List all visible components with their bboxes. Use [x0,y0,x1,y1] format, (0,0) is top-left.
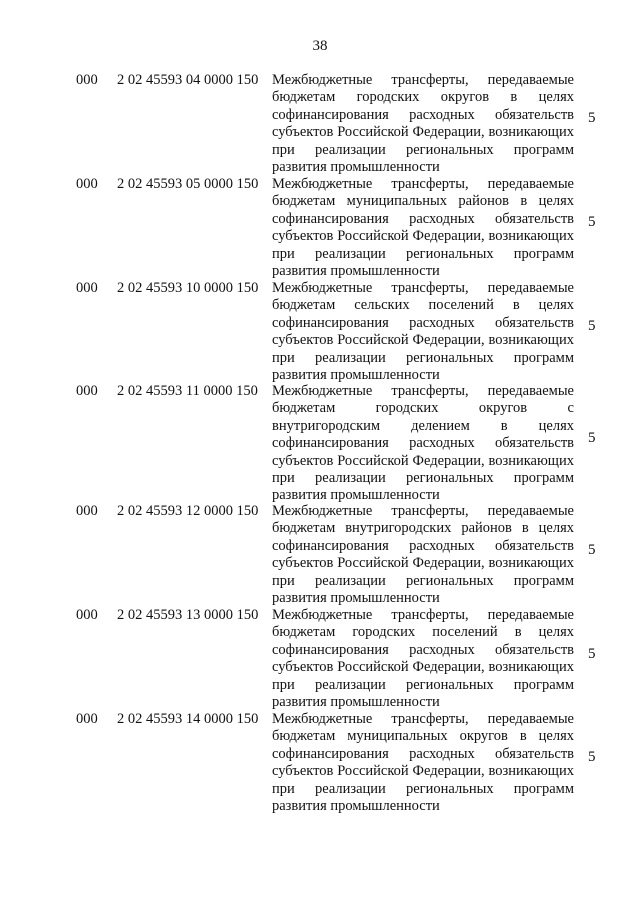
amount-value: 5 [588,214,596,230]
budget-classification-code: 2 02 45593 14 0000 150 [117,711,259,727]
admin-code: 000 [76,280,98,296]
revenue-name: Межбюджетные трансферты, передаваемые бюджетам муниципальных округов в целях софинансирования расходных обязательств субъектов Российской Федерации, возникающих при реализации региональных программ развития промышленности [272,711,574,815]
revenue-name: Межбюджетные трансферты, передаваемые бюджетам городских округов с внутригородским делением в целях софинансирования расходных обязательств субъектов Российской Федерации, возникающих при реализации региональных программ развития промышленности [272,383,574,504]
revenue-name: Межбюджетные трансферты, передаваемые бюджетам городских поселений в целях софинансирования расходных обязательств субъектов Российской Федерации, возникающих при реализации региональных программ развития промышленности [272,607,574,711]
table-row [0,72,640,192]
budget-classification-code: 2 02 45593 11 0000 150 [117,383,258,399]
table-row [0,383,640,503]
amount-value: 5 [588,110,596,126]
admin-code: 000 [76,607,98,623]
revenue-name: Межбюджетные трансферты, передаваемые бюджетам сельских поселений в целях софинансирования расходных обязательств субъектов Российской Федерации, возникающих при реализации региональных программ развития промышленности [272,280,574,384]
admin-code: 000 [76,72,98,88]
admin-code: 000 [76,383,98,399]
page-number: 38 [312,38,328,54]
admin-code: 000 [76,711,98,727]
table-row [0,607,640,727]
amount-value: 5 [588,318,596,334]
revenue-name: Межбюджетные трансферты, передаваемые бюджетам внутригородских районов в целях софинансирования расходных обязательств субъектов Российской Федерации, возникающих при реализации региональных программ развития промышленности [272,503,574,607]
admin-code: 000 [76,176,98,192]
table-row [0,280,640,400]
budget-classification-code: 2 02 45593 05 0000 150 [117,176,259,192]
amount-value: 5 [588,749,596,765]
table-row [0,503,640,623]
budget-classification-code: 2 02 45593 04 0000 150 [117,72,259,88]
budget-classification-code: 2 02 45593 13 0000 150 [117,607,259,623]
table-row [0,711,640,831]
revenue-name: Межбюджетные трансферты, передаваемые бюджетам городских округов в целях софинансирования расходных обязательств субъектов Российской Федерации, возникающих при реализации региональных программ развития промышленности [272,72,574,176]
table-row [0,176,640,296]
budget-classification-code: 2 02 45593 12 0000 150 [117,503,259,519]
amount-value: 5 [588,430,596,446]
revenue-name: Межбюджетные трансферты, передаваемые бюджетам муниципальных районов в целях софинансирования расходных обязательств субъектов Российской Федерации, возникающих при реализации региональных программ развития промышленности [272,176,574,280]
amount-value: 5 [588,542,596,558]
amount-value: 5 [588,646,596,662]
admin-code: 000 [76,503,98,519]
budget-classification-code: 2 02 45593 10 0000 150 [117,280,259,296]
